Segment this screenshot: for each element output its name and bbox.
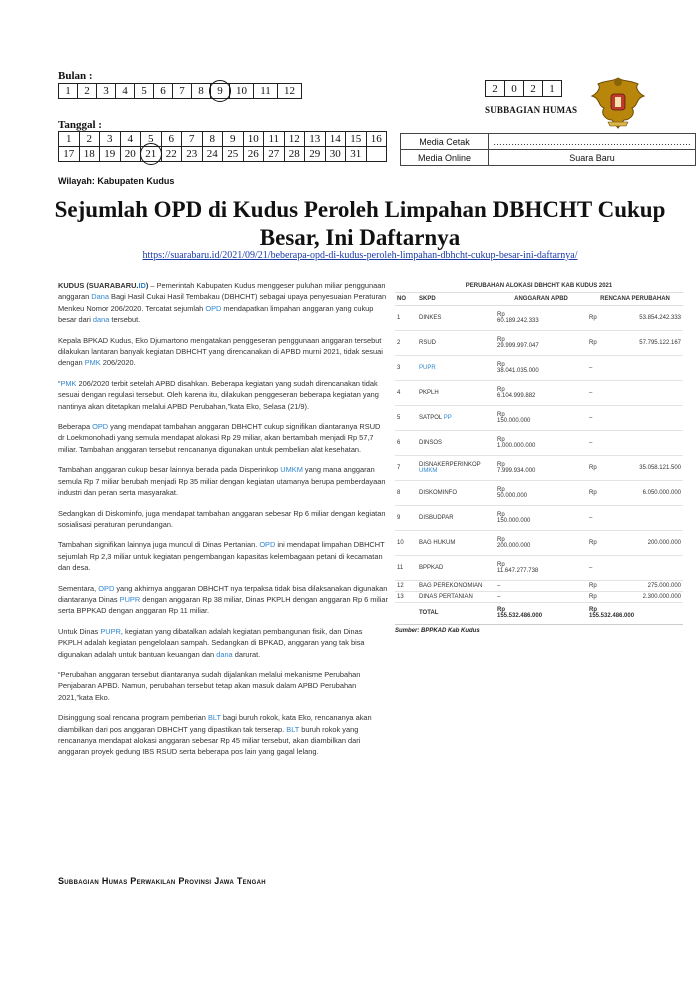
tanggal-cell-text: 10 xyxy=(247,133,259,145)
rp-label: Rp xyxy=(589,582,597,589)
bulan-cell: 10 xyxy=(230,84,254,99)
article-paragraph xyxy=(58,712,388,758)
bulan-grid xyxy=(58,83,302,99)
article-text: bagi buruh rokok, kata Eko, rencananya akan diambilkan dari pos anggaran DBHCHT yang dipastikan tak terserap. xyxy=(58,713,372,734)
article-link[interactable]: PUPR xyxy=(100,626,121,636)
rp-label: Rp xyxy=(497,436,505,443)
perubahan-value: 57.795.122.167 xyxy=(639,339,681,346)
tanggal-cell-text: 18 xyxy=(83,148,95,160)
tanggal-cell xyxy=(120,132,141,147)
tanggal-cell xyxy=(79,132,100,147)
perubahan-value: – xyxy=(589,389,593,396)
apbd-value: 60.189.242.333 xyxy=(497,317,539,324)
perubahan-value: – xyxy=(589,364,593,371)
row-skpd xyxy=(417,380,495,405)
article-text: – Pemerintah Kabupaten Kudus menggeser puluhan miliar penggunaan anggaran xyxy=(58,281,386,302)
article-text: yang mendapat tambahan anggaran DBHCHT cukup signifikan diantaranya RSUD dr Loekmonohadi yang semula mendapat alokasi Rp 29 miliar, akan bertambah menjadi Rp 57,7 miliar. Tambahan anggaran tersebut rencananya digunakan untuk pembelian alat kesehatan. xyxy=(58,422,381,454)
year-digit: 2 xyxy=(486,81,505,97)
skpd-text: DINAS PERTANIAN xyxy=(419,593,473,600)
article-link[interactable]: Dana xyxy=(91,292,109,302)
total-apbd-value: 155.532.486.000 xyxy=(497,613,543,619)
tanggal-cell xyxy=(243,132,264,147)
article-link[interactable]: BLT xyxy=(286,724,300,734)
tanggal-cell-text: 26 xyxy=(247,148,259,160)
tanggal-cell-text: 6 xyxy=(168,133,174,145)
row-no: 4 xyxy=(395,380,417,405)
year-digit: 0 xyxy=(505,81,524,97)
tanggal-cell-text: 1 xyxy=(66,133,72,145)
apbd-value: 50.000.000 xyxy=(497,492,528,499)
perubahan-pair xyxy=(589,490,681,496)
article-link[interactable]: OPD xyxy=(259,540,276,550)
tanggal-cell-text: 9 xyxy=(230,133,236,145)
skpd-text: PKPLH xyxy=(419,389,439,396)
total-perubahan-value: 155.532.486.000 xyxy=(589,613,635,619)
tanggal-cell xyxy=(100,132,121,147)
article-text: Untuk Dinas xyxy=(58,626,101,636)
table-row xyxy=(395,305,683,330)
article-text: , kegiatan yang dibatalkan adalah kegiatan pembangunan fisik, dan Dinas PKPLH adalah kegiatan pengelolaan sampah. Sedangkan di BPKAD, anggaran yang tak bisa digunakan adalah untuk bantuan keuangan dan xyxy=(58,626,365,659)
article-paragraph xyxy=(58,335,388,369)
tanggal-cell xyxy=(182,132,203,147)
tanggal-cell xyxy=(223,147,244,162)
perubahan-value: 35.058.121.500 xyxy=(639,464,681,471)
tanggal-cell xyxy=(79,147,100,162)
tanggal-cell xyxy=(366,147,387,162)
row-apbd xyxy=(495,430,587,455)
table-total-row xyxy=(395,602,683,624)
row-perubahan xyxy=(587,591,683,602)
table-row xyxy=(395,580,683,591)
article-text: Sementara, xyxy=(58,583,99,593)
skpd-text: DISBUDPAR xyxy=(419,514,454,521)
apbd-value: 11.647.277.738 xyxy=(497,567,539,574)
article-text: yang mana anggaran semula Rp 7 miliar berubah menjadi Rp 35 miliar dengan kegiatan utamanya berupa pemberdayaan industri dan peran serta masyarakat. xyxy=(58,465,386,498)
row-perubahan xyxy=(587,555,683,580)
row-perubahan xyxy=(587,580,683,591)
rp-label: Rp xyxy=(497,311,505,318)
row-apbd xyxy=(495,591,587,602)
tanggal-cell-text: 12 xyxy=(288,133,300,145)
article-link[interactable]: PMK xyxy=(84,358,101,368)
tanggal-cell-text: 3 xyxy=(107,133,113,145)
article-paragraph: Sedangkan di Diskominfo, juga mendapat tambahan anggaran sebesar Rp 6 miliar dengan kegiatan sosialisasi peraturan perundangan. xyxy=(58,508,386,529)
tanggal-cell-text: 17 xyxy=(63,148,75,160)
rp-label: Rp xyxy=(589,539,597,546)
total-empty xyxy=(395,602,417,624)
row-perubahan xyxy=(587,355,683,380)
tanggal-cell-text: 2 xyxy=(86,133,92,145)
article-text: “ xyxy=(58,378,61,388)
tanggal-cell-text: 8 xyxy=(209,133,215,145)
rp-label: Rp xyxy=(589,489,597,496)
row-apbd xyxy=(495,555,587,580)
article-text: 206/2020. xyxy=(100,358,136,368)
article-text: 206/2020 terbit setelah APBD disahkan. Beberapa kegiatan yang sudah direncanakan tidak sesuai dengan regulasi tersebut. Oleh karena itu, dilakukan penggeseran beberapa kegiatan yang nantinya akan ditetapkan melalui APBD Perubahan,”kata Eko, Selasa (21/9). xyxy=(58,378,379,411)
row-no: 3 xyxy=(395,355,417,380)
tanggal-cell-text: 13 xyxy=(309,133,321,145)
tanggal-cell-text: 28 xyxy=(288,148,300,160)
article-paragraph xyxy=(58,280,388,326)
tanggal-cell xyxy=(284,132,305,147)
bulan-cell: 4 xyxy=(116,84,135,99)
row-apbd xyxy=(495,480,587,505)
tanggal-cell-text: 24 xyxy=(206,148,218,160)
row-skpd xyxy=(417,455,495,480)
tanggal-cell-text: 23 xyxy=(186,148,198,160)
row-perubahan xyxy=(587,430,683,455)
row-no: 9 xyxy=(395,505,417,530)
row-no: 13 xyxy=(395,591,417,602)
wilayah: Wilayah: Kabupaten Kudus xyxy=(58,176,175,186)
tanggal-cell xyxy=(243,147,264,162)
article-text: ini mendapat limpahan DBHCHT sejumlah Rp 2,3 miliar untuk kegiatan pengembangan kapasitas kelembagaan petani di kecamatan dan desa. xyxy=(58,540,385,573)
article-dateline-end: ) xyxy=(145,281,151,290)
tanggal-cell-text: 20 xyxy=(124,148,136,160)
article-link[interactable]: OPD xyxy=(92,422,109,432)
article-dateline: KUDUS (SUARABARU. xyxy=(58,281,139,290)
skpd-link[interactable]: PUPR xyxy=(419,364,436,371)
article-link[interactable]: ID xyxy=(138,281,146,290)
tanggal-cell-text: 15 xyxy=(350,133,362,145)
article-paragraph xyxy=(58,421,388,455)
media-online-value: Suara Baru xyxy=(489,150,696,166)
selected-month-circle xyxy=(209,80,231,102)
media-table xyxy=(400,133,696,166)
row-perubahan xyxy=(587,480,683,505)
dbhcht-table-wrap xyxy=(395,281,683,634)
skpd-text: SATPOL xyxy=(419,414,444,421)
row-apbd xyxy=(495,580,587,591)
table-header-skpd: SKPD xyxy=(417,292,495,305)
tanggal-cell-text: 21 xyxy=(145,148,157,160)
apbd-value: – xyxy=(497,593,501,600)
apbd-value: 6.104.999.882 xyxy=(497,392,536,399)
article-paragraph xyxy=(58,626,388,660)
row-no: 10 xyxy=(395,530,417,555)
tanggal-cell xyxy=(305,147,326,162)
apbd-value: – xyxy=(497,582,501,589)
tanggal-cell xyxy=(59,132,80,147)
apbd-value: 150.000.000 xyxy=(497,517,531,524)
rp-label: Rp xyxy=(497,461,505,468)
rp-label: Rp xyxy=(589,607,597,613)
tanggal-cell xyxy=(264,147,285,162)
perubahan-pair xyxy=(589,540,681,546)
table-header-no: NO xyxy=(395,292,417,305)
tanggal-cell-text: 31 xyxy=(350,148,362,160)
row-no: 12 xyxy=(395,580,417,591)
row-apbd xyxy=(495,305,587,330)
table-header-perubahan: RENCANA PERUBAHAN xyxy=(587,292,683,305)
article-link[interactable]: PUPR xyxy=(119,594,141,604)
row-apbd xyxy=(495,455,587,480)
perubahan-pair xyxy=(589,583,681,589)
tanggal-cell-text: 19 xyxy=(104,148,116,160)
article-paragraph xyxy=(58,583,388,617)
table-row xyxy=(395,455,683,480)
tanggal-cell-text: 22 xyxy=(165,148,177,160)
tanggal-cell-text: 14 xyxy=(329,133,341,145)
table-row xyxy=(395,430,683,455)
article-paragraph xyxy=(58,464,388,498)
skpd-text: BAG HUKUM xyxy=(419,539,456,546)
dbhcht-table xyxy=(395,281,683,625)
article-text: darurat. xyxy=(232,649,261,659)
article-text: Disinggung soal rencana program pemberian xyxy=(58,713,208,723)
perubahan-value: – xyxy=(589,514,593,521)
total-label: TOTAL xyxy=(417,602,495,624)
media-cetak-label: Media Cetak xyxy=(401,134,489,150)
selected-date-circle xyxy=(140,143,162,165)
row-skpd xyxy=(417,430,495,455)
row-no: 8 xyxy=(395,480,417,505)
bulan-label: Bulan : xyxy=(58,70,93,82)
article-link[interactable]: dana xyxy=(92,315,110,325)
row-perubahan xyxy=(587,330,683,355)
skpd-link[interactable]: UMKM xyxy=(419,467,438,474)
article-text: Beberapa xyxy=(58,422,93,432)
perubahan-value: – xyxy=(589,439,593,446)
row-skpd xyxy=(417,530,495,555)
table-row xyxy=(395,591,683,602)
tanggal-cell-text: 5 xyxy=(148,133,154,145)
tanggal-cell xyxy=(346,147,367,162)
row-no: 2 xyxy=(395,330,417,355)
row-skpd xyxy=(417,405,495,430)
article-text: Tambahan anggaran cukup besar lainnya berada pada Disperinkop xyxy=(58,465,281,475)
article-paragraph xyxy=(58,378,388,412)
row-perubahan xyxy=(587,530,683,555)
article-link[interactable]: BLT xyxy=(207,713,221,723)
row-perubahan xyxy=(587,505,683,530)
perubahan-value: 275.000.000 xyxy=(647,582,681,589)
row-apbd xyxy=(495,405,587,430)
article-text: dengan anggaran Rp 38 miliar, Dinas PKPLH dengan anggaran Rp 6 miliar serta BPPKAD dengan anggaran Rp 11 miliar. xyxy=(58,594,388,616)
rp-label: Rp xyxy=(497,336,505,343)
rp-label: Rp xyxy=(497,536,505,543)
article-paragraph xyxy=(58,539,388,573)
tanggal-cell-text: 16 xyxy=(370,133,382,145)
row-skpd xyxy=(417,555,495,580)
tanggal-cell-text: 30 xyxy=(329,148,341,160)
rp-label: Rp xyxy=(589,593,597,600)
article-paragraph: “Perubahan anggaran tersebut diantaranya sudah dijalankan melalui mekanisme Perubahan Penjabaran APBD. Namun, perubahan tersebut tetap akan masuk dalam APBD Perubahan 2021,”kata Eko. xyxy=(58,669,361,702)
perubahan-pair xyxy=(589,315,681,321)
bulan-cell: 8 xyxy=(192,84,211,99)
row-perubahan xyxy=(587,305,683,330)
skpd-text: DINSOS xyxy=(419,439,443,446)
row-apbd xyxy=(495,355,587,380)
tanggal-cell xyxy=(141,147,162,162)
tanggal-cell-text: 29 xyxy=(309,148,321,160)
article-text: Kepala BPKAD Kudus, Eko Djumartono mengatakan penggeseran penggunaan anggaran tersebut dilakukan lantaran banyak kegiatan DBHCHT yang direncanakan di APBD murni 2021, tidak sesuai dengan xyxy=(58,335,383,368)
tanggal-cell xyxy=(161,132,182,147)
media-cetak-value: ………………………………………………………… xyxy=(489,134,696,150)
rp-label: Rp xyxy=(497,511,505,518)
article-link[interactable]: dana xyxy=(216,649,233,659)
row-apbd xyxy=(495,380,587,405)
tanggal-label: Tanggal : xyxy=(58,119,102,131)
perubahan-pair xyxy=(589,340,681,346)
table-row xyxy=(395,480,683,505)
row-no: 5 xyxy=(395,405,417,430)
row-skpd xyxy=(417,591,495,602)
rp-label: Rp xyxy=(589,339,597,346)
row-apbd xyxy=(495,505,587,530)
footer-office: Subbagian Humas Perwakilan Provinsi Jawa Tengah xyxy=(58,876,266,886)
row-skpd xyxy=(417,305,495,330)
row-perubahan xyxy=(587,455,683,480)
tanggal-cell xyxy=(161,147,182,162)
tanggal-cell xyxy=(100,147,121,162)
tanggal-cell xyxy=(264,132,285,147)
table-row xyxy=(395,380,683,405)
tanggal-cell xyxy=(182,147,203,162)
tanggal-cell-text: 25 xyxy=(227,148,239,160)
table-row xyxy=(395,505,683,530)
apbd-value: 200.000.000 xyxy=(497,542,531,549)
row-apbd xyxy=(495,330,587,355)
apbd-value: 38.041.035.000 xyxy=(497,367,539,374)
tanggal-grid xyxy=(58,131,387,162)
bulan-cell: 6 xyxy=(154,84,173,99)
bulan-cell xyxy=(211,84,230,99)
row-skpd xyxy=(417,355,495,380)
apbd-value: 1.000.000.000 xyxy=(497,442,536,449)
row-no: 11 xyxy=(395,555,417,580)
table-row xyxy=(395,555,683,580)
tanggal-cell-text: 11 xyxy=(268,133,280,145)
tanggal-cell xyxy=(59,147,80,162)
tanggal-cell xyxy=(202,147,223,162)
article-text: Bagi Hasil Cukai Hasil Tembakau (DBHCHT) sebagai upaya penyesuaian Peraturan Menkeu Nomor 206/2020. Tercatat sejumlah xyxy=(58,292,387,313)
row-no: 6 xyxy=(395,430,417,455)
table-row xyxy=(395,530,683,555)
source-url-link[interactable]: https://suarabaru.id/2021/09/21/beberapa-opd-di-kudus-peroleh-limpahan-dbhcht-cukup-besar-ini-daftarnya/ xyxy=(142,250,578,261)
rp-label: Rp xyxy=(497,386,505,393)
headline: Sejumlah OPD di Kudus Peroleh Limpahan DBHCHT Cukup Besar, Ini Daftarnya xyxy=(54,197,666,250)
bulan-cell: 7 xyxy=(173,84,192,99)
bulan-cell: 1 xyxy=(59,84,78,99)
perubahan-pair xyxy=(589,465,681,471)
row-apbd xyxy=(495,530,587,555)
perubahan-value: 53.854.242.333 xyxy=(639,314,681,321)
tanggal-cell xyxy=(120,147,141,162)
article-text: tersebut. xyxy=(109,315,141,325)
perubahan-value: – xyxy=(589,414,593,421)
row-no: 7 xyxy=(395,455,417,480)
total-apbd xyxy=(495,602,587,624)
year-digit: 2 xyxy=(524,81,543,97)
perubahan-value: 6.050.000.000 xyxy=(642,489,681,496)
tanggal-cell xyxy=(284,147,305,162)
rp-label: Rp xyxy=(497,411,505,418)
skpd-text: RSUD xyxy=(419,339,437,346)
row-skpd xyxy=(417,480,495,505)
article-text: Tambahan signifikan lainnya juga muncul di Dinas Pertanian. xyxy=(58,540,260,550)
row-skpd xyxy=(417,330,495,355)
rp-label: Rp xyxy=(589,314,597,321)
row-skpd xyxy=(417,580,495,591)
apbd-value: 7.999.934.000 xyxy=(497,467,536,474)
row-skpd xyxy=(417,505,495,530)
apbd-value: 29.999.997.047 xyxy=(497,342,539,349)
apbd-value: 150.000.000 xyxy=(497,417,531,424)
tanggal-cell xyxy=(346,132,367,147)
article-link[interactable]: PMK xyxy=(60,378,77,388)
tanggal-cell xyxy=(366,132,387,147)
article-text: mendapatkan limpahan anggaran yang cukup besar dari xyxy=(58,303,374,325)
media-online-label: Media Online xyxy=(401,150,489,166)
article-body xyxy=(58,280,388,767)
table-caption: PERUBAHAN ALOKASI DBHCHT KAB KUDUS 2021 xyxy=(395,281,683,292)
rp-label: Rp xyxy=(497,361,505,368)
tanggal-cell xyxy=(202,132,223,147)
rp-label: Rp xyxy=(497,561,505,568)
year-boxes xyxy=(485,80,562,97)
skpd-text: DISNAKERPERINKOP xyxy=(419,461,481,468)
skpd-link[interactable]: PP xyxy=(443,414,452,421)
row-perubahan xyxy=(587,405,683,430)
skpd-text: DISKOMINFO xyxy=(419,489,458,496)
rp-label: Rp xyxy=(497,607,505,613)
tanggal-cell-text: 27 xyxy=(268,148,280,160)
skpd-text: BPPKAD xyxy=(419,564,444,571)
article-link[interactable]: OPD xyxy=(98,583,115,593)
bulan-cell: 12 xyxy=(278,84,302,99)
skpd-text: DINKES xyxy=(419,314,442,321)
garuda-emblem-icon xyxy=(586,70,650,134)
article-link[interactable]: OPD xyxy=(205,303,222,313)
tanggal-cell xyxy=(325,132,346,147)
tanggal-cell xyxy=(325,147,346,162)
bulan-cell: 3 xyxy=(97,84,116,99)
perubahan-value: 2.300.000.000 xyxy=(642,593,681,600)
perubahan-value: 200.000.000 xyxy=(647,539,681,546)
table-source: Sumber: BPPKAD Kab Kudus xyxy=(395,627,480,634)
tanggal-cell xyxy=(223,132,244,147)
bulan-cell: 2 xyxy=(78,84,97,99)
bulan-cell: 5 xyxy=(135,84,154,99)
article-text: yang akhirnya anggaran DBHCHT nya terpaksa tidak bisa dilaksanakan digunakan diantaranya Dinas xyxy=(58,583,388,604)
row-no: 1 xyxy=(395,305,417,330)
table-row xyxy=(395,330,683,355)
year-digit: 1 xyxy=(543,81,562,97)
total-perubahan xyxy=(587,602,683,624)
bulan-cell: 11 xyxy=(254,84,278,99)
perubahan-pair xyxy=(589,594,681,600)
tanggal-cell-text: 7 xyxy=(189,133,195,145)
perubahan-value: – xyxy=(589,564,593,571)
subbagian-label: SUBBAGIAN HUMAS xyxy=(485,105,578,115)
tanggal-cell xyxy=(305,132,326,147)
article-text: buruh rokok yang rencananya mendapat alokasi anggaran sebesar Rp 45 miliar tersebut, akan diambilkan dari anggaran proyek gedung IBS RSUD serta beberapa pos lain yang gagal lelang. xyxy=(58,724,361,757)
table-header-apbd: ANGGARAN APBD xyxy=(495,292,587,305)
rp-label: Rp xyxy=(497,486,505,493)
bulan-cell-text: 9 xyxy=(217,85,223,97)
row-perubahan xyxy=(587,380,683,405)
skpd-text: BAG PEREKONOMIAN xyxy=(419,582,483,589)
table-row xyxy=(395,355,683,380)
tanggal-cell-text: 4 xyxy=(127,133,133,145)
article-link[interactable]: UMKM xyxy=(280,465,303,475)
table-row xyxy=(395,405,683,430)
rp-label: Rp xyxy=(589,464,597,471)
